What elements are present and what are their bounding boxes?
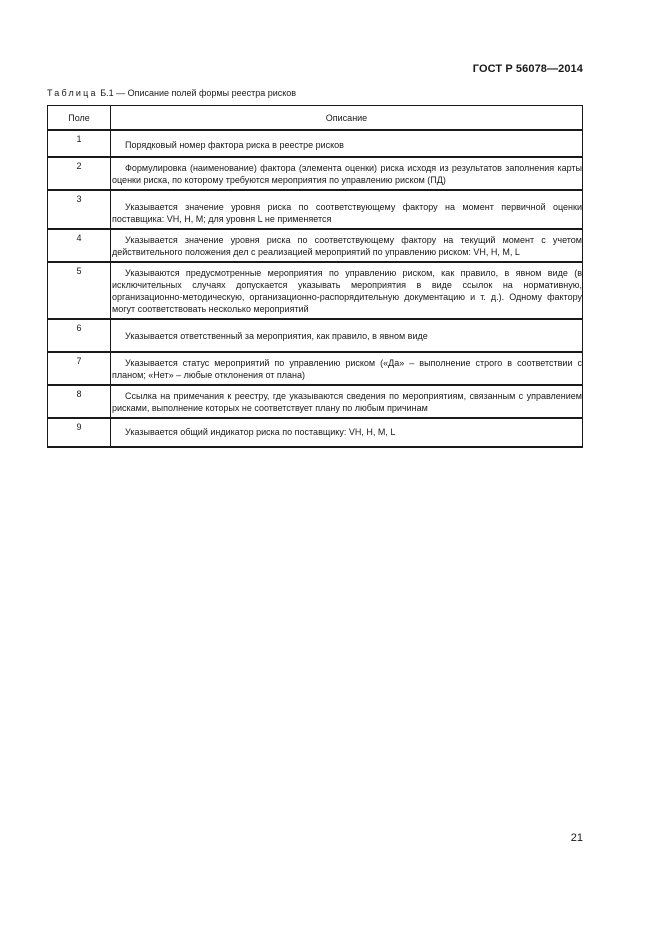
- description-cell: Указывается общий индикатор риска по поставщику: VH, H, M, L: [111, 418, 583, 447]
- description-cell: Указывается ответственный за мероприятия, как правило, в явном виде: [111, 319, 583, 352]
- column-header-field: Поле: [48, 106, 111, 131]
- table-row: [48, 157, 583, 190]
- description-cell: Указывается значение уровня риска по соответствующему фактору на текущий момент с учетом действительного положения дел с реализацией мероприятий по управлению риском: VH, H, M, L: [111, 229, 583, 262]
- field-number-cell: 8: [48, 385, 111, 418]
- column-header-description: Описание: [111, 106, 583, 131]
- field-number-cell: 2: [48, 157, 111, 190]
- table-row: [48, 190, 583, 229]
- page-number: 21: [570, 832, 583, 844]
- table-row: [48, 418, 583, 447]
- table-row: [48, 352, 583, 385]
- table-header-row: [48, 106, 583, 131]
- description-cell: Формулировка (наименование) фактора (элемента оценки) риска исходя из результатов заполнения карты оценки риска, по которому требуются мероприятия по управлению риском (ПД): [111, 157, 583, 190]
- table-row: [48, 319, 583, 352]
- description-cell: Указываются предусмотренные мероприятия по управлению риском, как правило, в явном виде (в исключительных случаях допускается указывать мероприятия в виде ссылок на нормативную, организационно-методическую, организационно-распорядительную документацию и т. д.). Одному фактору могут соответствовать несколько мероприятий: [111, 262, 583, 319]
- field-number-cell: 5: [48, 262, 111, 319]
- description-cell: Ссылка на примечания к реестру, где указываются сведения по мероприятиям, связанным с управлением рисками, выполнение которых не соответствует плану по любым причинам: [111, 385, 583, 418]
- field-number-cell: 4: [48, 229, 111, 262]
- field-number-cell: 7: [48, 352, 111, 385]
- description-cell: Порядковый номер фактора риска в реестре рисков: [111, 130, 583, 157]
- table-caption: [47, 88, 296, 98]
- table-row: [48, 262, 583, 319]
- description-cell: Указывается значение уровня риска по соответствующему фактору на момент первичной оценки поставщика: VH, H, M; для уровня L не применяется: [111, 190, 583, 229]
- field-number-cell: 9: [48, 418, 111, 447]
- table-row: [48, 229, 583, 262]
- table-row: [48, 130, 583, 157]
- field-number-cell: 1: [48, 130, 111, 157]
- risk-register-fields-table: [47, 105, 583, 448]
- document-standard-header: ГОСТ Р 56078—2014: [472, 63, 583, 75]
- table-caption-text: Б.1 — Описание полей формы реестра рисков: [100, 88, 297, 98]
- field-number-cell: 6: [48, 319, 111, 352]
- table-row: [48, 385, 583, 418]
- description-cell: Указывается статус мероприятий по управлению риском («Да» – выполнение строго в соответствии с планом; «Нет» – любые отклонения от плана): [111, 352, 583, 385]
- field-number-cell: 3: [48, 190, 111, 229]
- table-caption-label: Таблица: [47, 88, 98, 98]
